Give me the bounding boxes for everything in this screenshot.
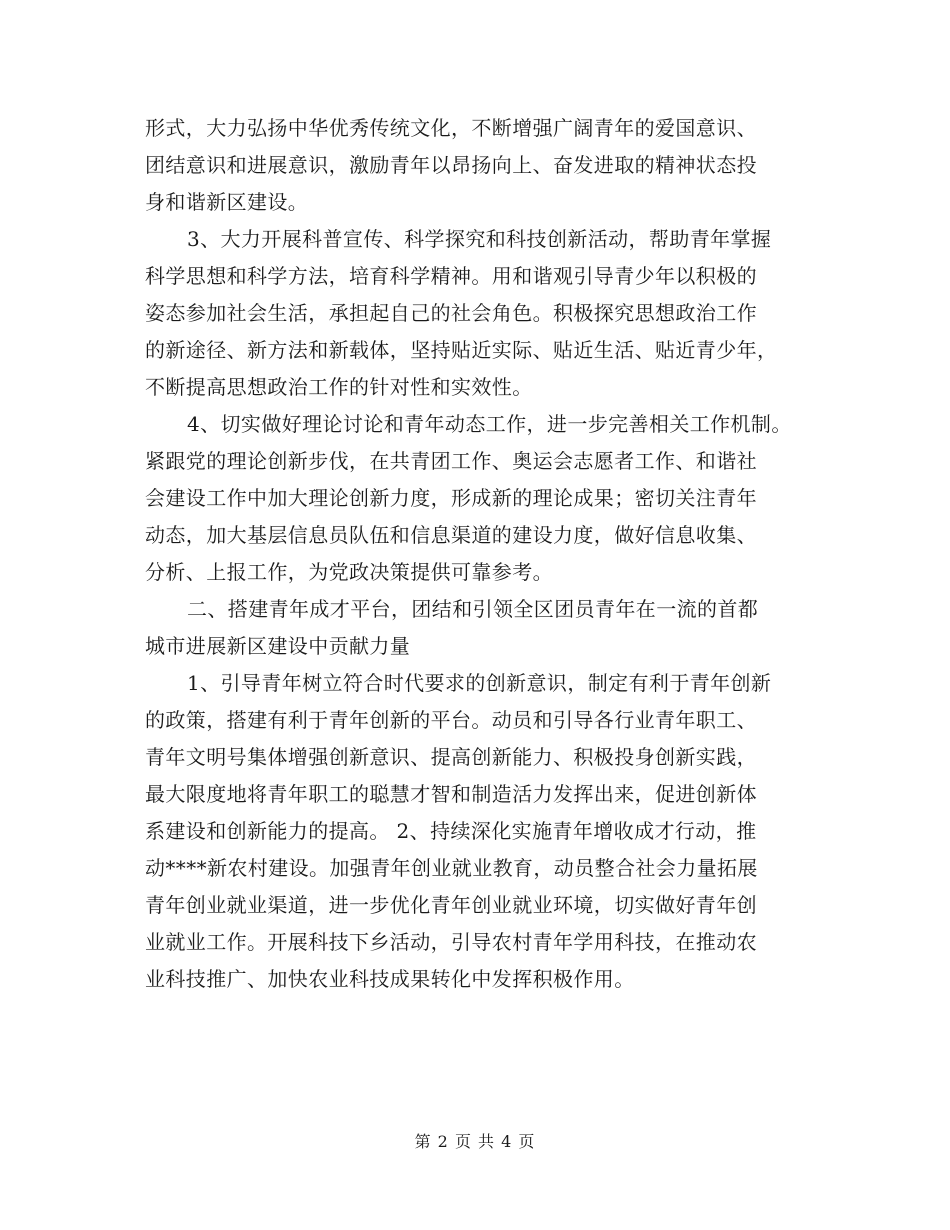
paragraph-line: 1、引导青年树立符合时代要求的创新意识，制定有利于青年创新 [187,671,772,695]
paragraph-line: 姿态参加社会生活，承担起自己的社会角色。积极探究思想政治工作 [145,301,757,325]
paragraph-line: 4、切实做好理论讨论和青年动态工作，进一步完善相关工作机制。 [187,412,792,436]
paragraph-line: 青年创业就业渠道，进一步优化青年创业就业环境，切实做好青年创 [145,893,757,917]
paragraph-line: 动****新农村建设。加强青年创业就业教育，动员整合社会力量拓展 [145,856,758,880]
page-number-footer: 第 2 页 共 4 页 [414,1132,536,1151]
paragraph-line: 3、大力开展科普宣传、科学探究和科技创新活动，帮助青年掌握 [187,227,772,251]
section-heading-line: 城市进展新区建设中贡献力量 [145,634,411,658]
paragraph-line: 紧跟党的理论创新步伐，在共青团工作、奥运会志愿者工作、和谐社 [145,449,757,473]
paragraph-line: 分析、上报工作，为党政决策提供可靠参考。 [145,560,553,584]
paragraph-line: 青年文明号集体增强创新意识、提高创新能力、积极投身创新实践， [145,745,757,769]
section-heading-line: 二、搭建青年成才平台，团结和引领全区团员青年在一流的首都 [187,597,759,621]
paragraph-line: 形式，大力弘扬中华优秀传统文化，不断增强广阔青年的爱国意识、 [145,116,757,140]
paragraph-line: 科学思想和科学方法，培育科学精神。用和谐观引导青少年以积极的 [145,264,757,288]
paragraph-line: 系建设和创新能力的提高。 2、持续深化实施青年增收成才行动，推 [145,819,757,843]
paragraph-line: 的政策，搭建有利于青年创新的平台。动员和引导各行业青年职工、 [145,708,757,732]
paragraph-line: 最大限度地将青年职工的聪慧才智和制造活力发挥出来，促进创新体 [145,782,757,806]
paragraph-line: 团结意识和进展意识，激励青年以昂扬向上、奋发进取的精神状态投 [145,153,757,177]
paragraph-line: 业科技推广、加快农业科技成果转化中发挥积极作用。 [145,967,635,991]
paragraph-line: 业就业工作。开展科技下乡活动，引导农村青年学用科技，在推动农 [145,930,757,954]
paragraph-line: 不断提高思想政治工作的针对性和实效性。 [145,375,533,399]
paragraph-line: 会建设工作中加大理论创新力度，形成新的理论成果；密切关注青年 [145,486,757,510]
paragraph-line: 动态，加大基层信息员队伍和信息渠道的建设力度，做好信息收集、 [145,523,757,547]
paragraph-line: 的新途径、新方法和新载体，坚持贴近实际、贴近生活、贴近青少年， [145,338,778,362]
paragraph-line: 身和谐新区建设。 [145,190,309,214]
